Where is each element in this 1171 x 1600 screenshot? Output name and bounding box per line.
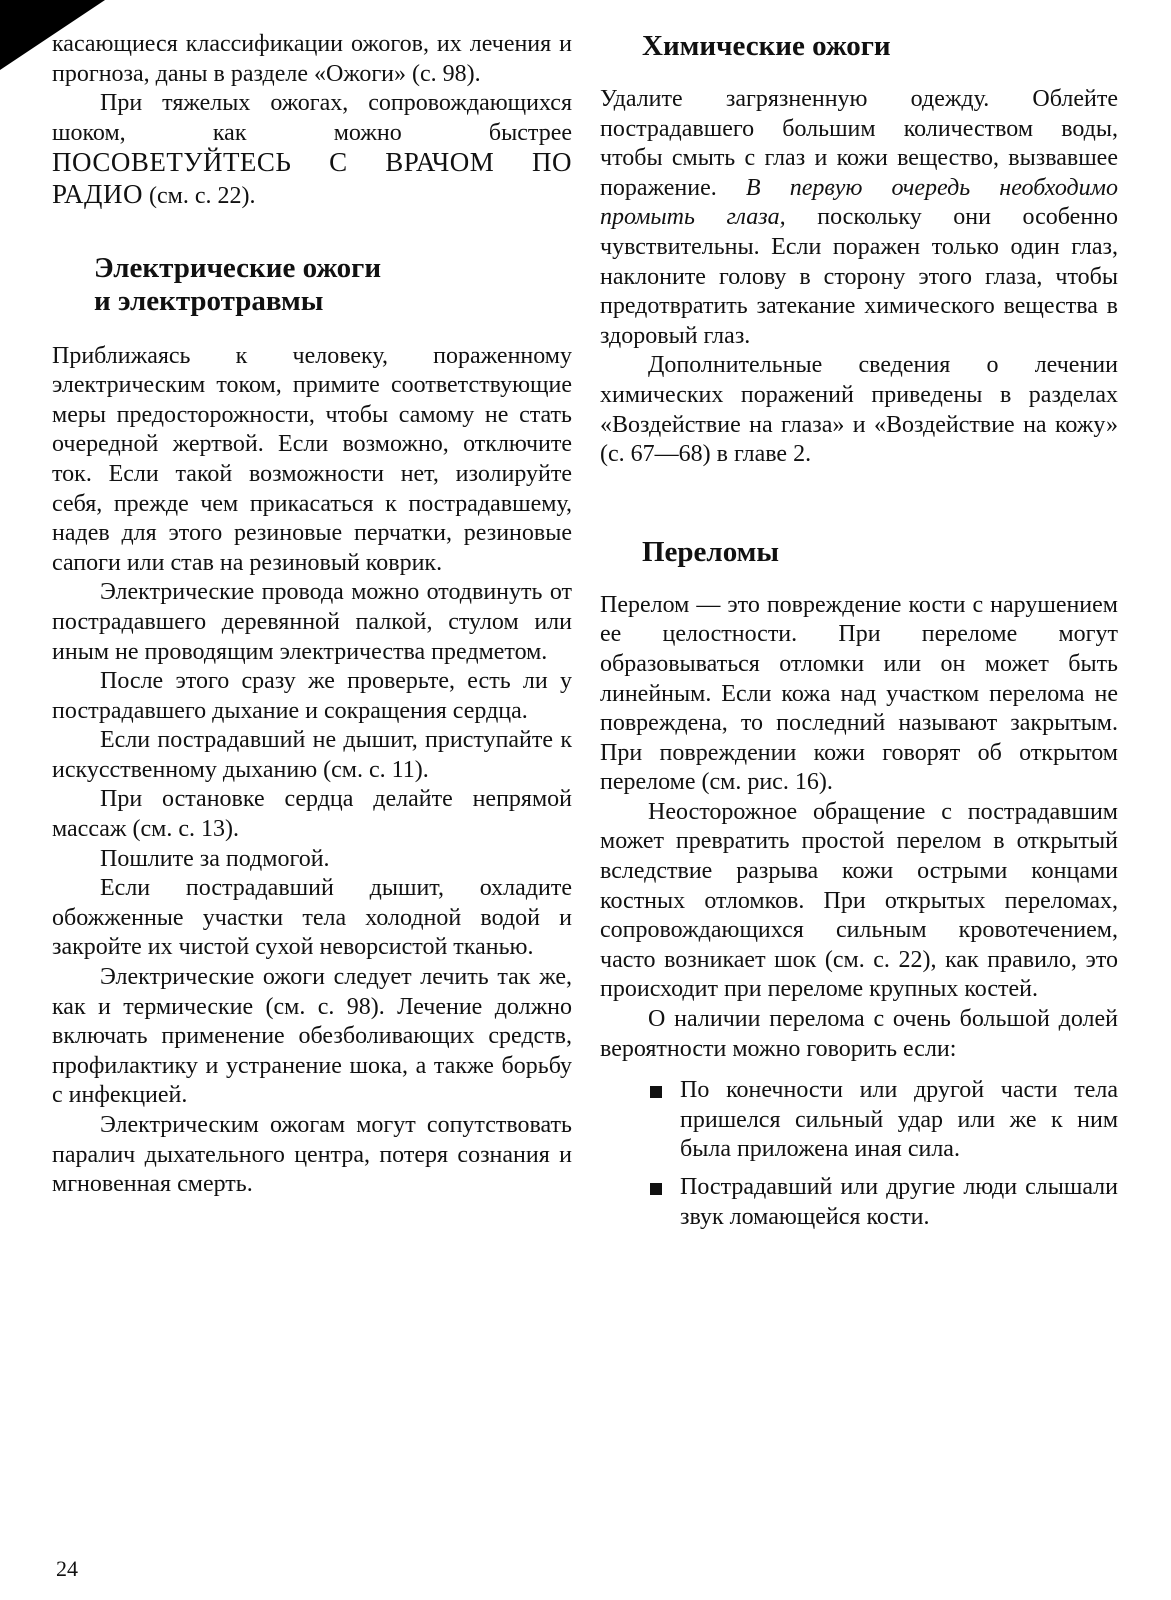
paragraph: Неосторожное обращение с пострадавшим может превратить простой перелом в открытый вследствие разрыва кожи острыми концами костных отломков. При открытых переломах, сопровождающихся сильным кровотечением, часто возникает шок (см. с. 22), как правило, это происходит при переломе крупных костей. [600,798,1118,1003]
paragraph: Перелом — это повреждение кости с нарушением ее целостности. При переломе могут образовываться отломки или он может быть линейным. Если кожа над участком перелома не повреждена, то последний называют закрытым. При повреждении кожи говорят об открытом переломе (см. рис. 16). [600,591,1118,796]
paragraph-text: поскольку они особенно чувствительны. Если поражен только один глаз, наклоните голову в сторону этого глаза, чтобы предотвратить затекание химического вещества в здоровый глаз. [600,204,1119,349]
paragraph: О наличии перелома с очень большой долей вероятности можно говорить если: [600,1006,1118,1062]
paragraph-text: Удалите загрязненную одежду. Облейте пострадавшего большим количеством воды, чтобы смыть с глаз и кожи вещество, вызвавшее поражение. [600,86,1118,201]
list-item [600,1076,1118,1165]
paragraph-text: (см. с. 22). [148,182,256,209]
paragraph: Приближаясь к человеку, пораженному электрическим током, примите соответствующие меры предосторожности, чтобы самому не стать очередной жертвой. Если возможно, отключите ток. Если такой возможности нет, изолируйте себя, прежде чем прикасаться к пострадавшему, надев для этого резиновые перчатки, резиновые сапоги или став на резиновый коврик. [52,342,572,576]
left-column [52,30,572,1200]
page-number: 24 [56,1556,78,1581]
square-bullet-icon [650,1183,662,1195]
paragraph-text: При тяжелых ожогах, сопровождающихся шоком, как можно быстрее [52,90,572,146]
paragraph [52,89,572,211]
emphasis-text: В первую очередь необходимо промыть глаза, [600,174,1118,231]
paragraph: Электрическим ожогам могут сопутствовать паралич дыхательного центра, потеря сознания и мгновенная смерть. [52,1112,572,1198]
heading-line: Электрические ожоги [94,251,382,284]
paragraph: Если пострадавший дышит, охладите обожженные участки тела холодной водой и закройте их чистой сухой неворсистой тканью. [52,875,572,961]
paragraph: Электрические провода можно отодвинуть от пострадавшего деревянной палкой, стулом или иным не проводящим электричества предметом. [52,579,572,665]
square-bullet-icon [650,1086,662,1098]
heading-line: и электротравмы [94,284,324,317]
paragraph: касающиеся классификации ожогов, их лечения и прогноза, даны в разделе «Ожоги» (с. 98). [52,31,572,87]
paragraph: Если пострадавший не дышит, приступайте к искусственному дыханию (см. с. 11). [52,727,572,783]
right-column [600,30,1118,1240]
paragraph [600,85,1118,351]
paragraph: После этого сразу же проверьте, есть ли у пострадавшего дыхание и сокращения сердца. [52,668,572,724]
list-item-text: По конечности или другой части тела пришелся сильный удар или же к ним была приложена иная сила. [680,1077,1118,1163]
section-heading-electric [52,252,572,318]
section-heading-fractures: Переломы [642,535,780,568]
section-heading-chemical: Химические ожоги [642,30,891,62]
fracture-signs-list [600,1076,1118,1232]
paragraph: При остановке сердца делайте непрямой массаж (см. с. 13). [52,786,572,843]
paragraph: Пошлите за подмогой. [100,845,330,872]
radio-consult-caps: ПОСОВЕТУЙТЕСЬ С ВРАЧОМ ПО РАДИО [52,147,572,209]
paragraph: Электрические ожоги следует лечить так же, как и термические (см. с. 98). Лечение должно включать применение обезболивающих средств, профилактику и устранение шока, а также борьбу с инфекцией. [52,964,572,1109]
paragraph: Дополнительные сведения о лечении химических поражений приведены в разделах «Воздействие на глаза» и «Воздействие на кожу» (с. 67—68) в главе 2. [600,352,1118,468]
list-item-text: Пострадавший или другие люди слышали звук ломающейся кости. [680,1174,1118,1230]
list-item [600,1173,1118,1232]
